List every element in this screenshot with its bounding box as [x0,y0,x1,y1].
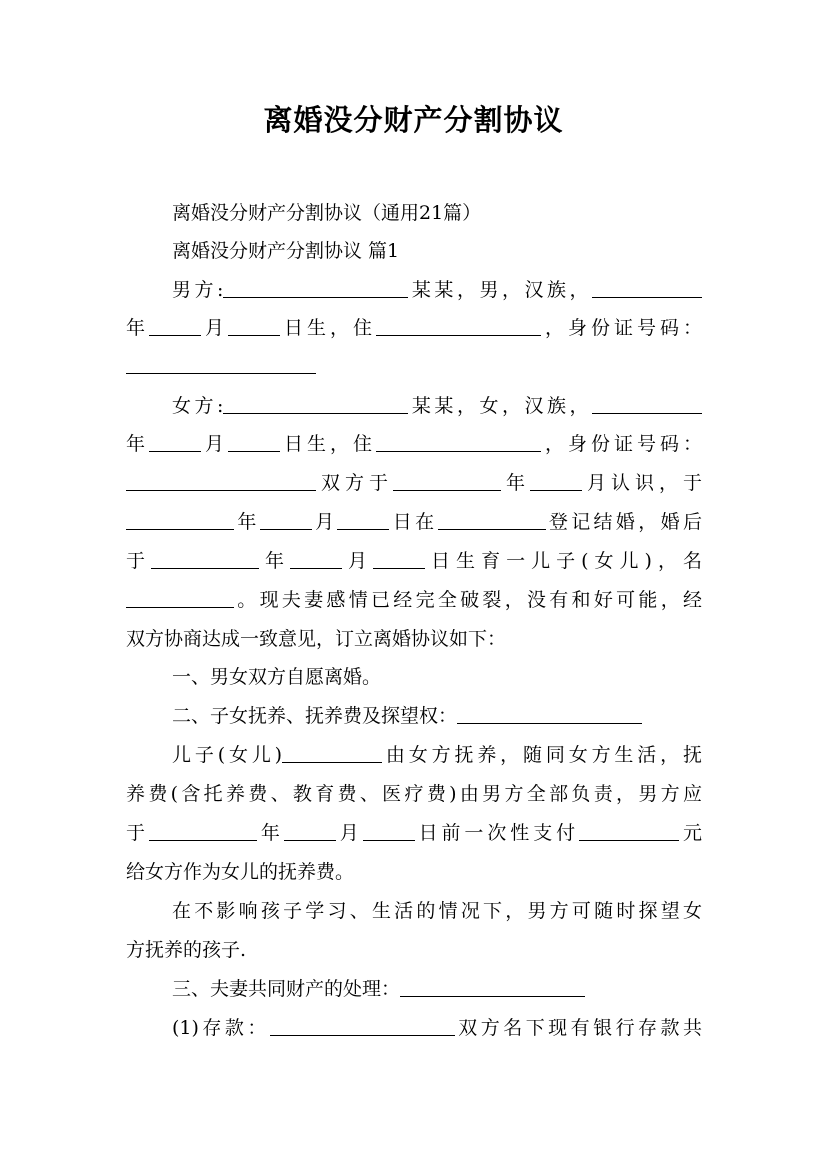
blank-field [149,317,201,336]
blank-field [373,550,425,569]
text-segment: 月 [201,433,228,455]
text-segment: 月认识，于 [581,472,702,494]
text-segment: 三、夫妻共同财产的处理： [172,978,401,1000]
blank-field [149,822,257,841]
blank-field [284,822,336,841]
blank-field [126,589,234,608]
blank-field [530,472,582,491]
text-segment: 月 [342,550,374,572]
payment-purpose-line [126,853,702,891]
text-segment: ，身份证号码： [540,433,702,455]
visitation-end-line [126,931,702,969]
blank-field [223,395,408,414]
male-id-line [126,347,702,385]
female-party-line [126,387,702,425]
blank-field [126,355,316,374]
text-segment: 给女方作为女儿的抚养费。 [126,861,355,883]
text-segment: 于 [126,822,149,844]
blank-field [337,511,389,530]
blank-field [282,744,382,763]
blank-field [290,550,342,569]
text-segment: 日生，住 [280,317,376,339]
blank-field [228,317,280,336]
blank-field [376,433,541,452]
blank-field [438,511,546,530]
male-party-line [126,271,702,309]
blank-field [223,279,408,298]
agreement-line [126,620,702,658]
text-segment: 离婚没分财产分割协议 篇1 [172,240,400,262]
female-birth-line [126,425,702,463]
blank-field [400,978,585,997]
text-segment: 日在 [389,511,438,533]
blank-field [126,472,316,491]
document-title: 离婚没分财产分割协议 [263,103,564,137]
blank-field [126,511,234,530]
blank-field [228,433,280,452]
text-segment: 元 [679,822,702,844]
custody-line [126,736,702,774]
deposit-line [126,1009,702,1047]
section-heading [126,232,702,270]
text-segment: 年 [126,317,149,339]
text-segment: 方抚养的孩子. [126,939,247,961]
blank-field [376,317,541,336]
text-segment: 年 [234,511,260,533]
marriage-line [126,503,702,541]
text-segment: 。现夫妻感情已经完全破裂，没有和好可能，经 [234,589,702,611]
text-segment: 年 [500,472,530,494]
clause-one [126,658,702,696]
text-segment: 男方: [172,279,224,301]
text-segment: 月 [201,317,228,339]
text-segment: 双方名下现有银行存款共 [454,1017,702,1039]
blank-field [592,279,702,298]
acquaintance-line [126,464,702,502]
text-segment: 于 [126,550,152,572]
text-segment: 双方协商达成一致意见，订立离婚协议如下： [126,628,507,650]
document-subtitle [126,194,702,232]
text-segment: 离婚没分财产分割协议（通用21篇） [172,202,482,224]
text-segment: 双方于 [316,472,393,494]
text-segment: 一、男女双方自愿离婚。 [172,666,382,688]
text-segment: 女方: [172,395,224,417]
blank-field [260,511,312,530]
text-segment: 养费(含托养费、教育费、医疗费)由男方全部负责，男方应 [126,783,702,805]
blank-field [592,395,702,414]
text-segment: 年 [259,550,291,572]
text-segment: (1)存款： [172,1017,270,1039]
male-birth-line [126,309,702,347]
clause-two-heading [126,697,702,735]
blank-field [393,472,501,491]
payment-line [126,814,702,852]
text-segment: 由女方抚养，随同女方生活，抚 [382,744,702,766]
support-cost-line [126,775,702,813]
blank-field [363,822,415,841]
blank-field [457,705,642,724]
blank-field [579,822,679,841]
relationship-line [126,581,702,619]
text-segment: 登记结婚，婚后 [545,511,702,533]
text-segment: 年 [256,822,284,844]
text-segment: 年 [126,433,149,455]
text-segment: 二、子女抚养、抚养费及探望权： [172,705,458,727]
text-segment: 月 [311,511,338,533]
text-segment: 在不影响孩子学习、生活的情况下，男方可随时探望女 [172,900,702,922]
text-segment: 儿子(女儿) [172,744,283,766]
blank-field [149,433,201,452]
text-segment: 日前一次性支付 [414,822,580,844]
child-birth-line [126,542,702,580]
text-segment: 某某，男，汉族， [408,279,592,301]
text-segment: 某某，女，汉族， [408,395,592,417]
text-segment: 日生育一儿子(女儿)，名 [425,550,702,572]
clause-three-heading [126,970,702,1008]
blank-field [151,550,259,569]
blank-field [270,1017,455,1036]
text-segment: 月 [335,822,363,844]
text-segment: ，身份证号码： [540,317,702,339]
text-segment: 日生，住 [280,433,376,455]
visitation-line [126,892,702,930]
